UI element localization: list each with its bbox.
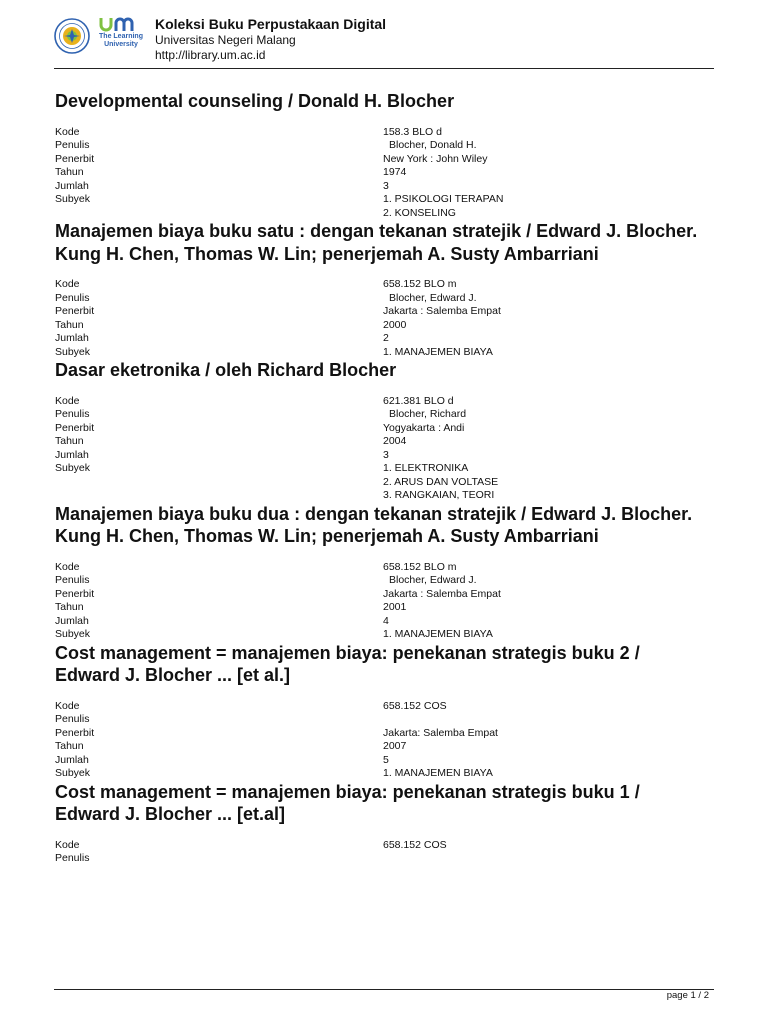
field-value-tahun: 2000 <box>383 318 407 331</box>
field-value-penerbit: Jakarta : Salemba Empat <box>383 305 501 317</box>
field-value-tahun: 2001 <box>383 601 407 613</box>
field-value-subyek: 1. MANAJEMEN BIAYA <box>383 628 493 640</box>
field-row-penerbit <box>55 422 705 436</box>
field-value-subyek: 3. RANGKAIAN, TEORI <box>383 489 495 501</box>
field-label-penerbit: Penerbit <box>55 152 95 165</box>
field-label-subyek: Subyek <box>55 193 91 205</box>
field-value-penerbit: Jakarta: Salemba Empat <box>383 726 498 739</box>
field-row-subyek <box>55 346 705 360</box>
field-value-jumlah: 3 <box>383 179 389 192</box>
field-label-jumlah: Jumlah <box>55 614 89 627</box>
field-row-subyek <box>55 462 705 476</box>
field-row-jumlah <box>55 754 705 768</box>
field-label-tahun: Tahun <box>55 318 84 331</box>
field-row-penulis <box>55 408 705 422</box>
field-row-tahun <box>55 740 705 754</box>
field-label-jumlah: Jumlah <box>55 448 89 461</box>
field-label-penerbit: Penerbit <box>55 587 95 600</box>
field-label-penerbit: Penerbit <box>55 726 95 739</box>
book-fields <box>55 278 705 359</box>
book-title[interactable]: Developmental counseling / Donald H. Blocher <box>55 91 455 111</box>
field-row-kode <box>55 700 705 714</box>
field-row-kode <box>55 839 705 853</box>
university-name: Universitas Negeri Malang <box>155 33 296 47</box>
collection-title: Koleksi Buku Perpustakaan Digital <box>155 16 387 32</box>
book-fields <box>55 395 705 503</box>
field-value-jumlah: 3 <box>383 448 389 461</box>
logo-group <box>54 16 146 56</box>
field-value-jumlah: 5 <box>383 753 389 766</box>
field-value-kode: 658.152 COS <box>383 699 447 712</box>
field-row-penerbit <box>55 588 705 602</box>
field-label-penerbit: Penerbit <box>55 305 95 317</box>
field-label-tahun: Tahun <box>55 435 84 447</box>
book-record <box>55 220 705 359</box>
field-label-tahun: Tahun <box>55 166 84 178</box>
book-title[interactable]: Cost management = manajemen biaya: penekanan strategis buku 1 / Edward J. Blocher ... [et.al] <box>55 781 640 824</box>
book-record <box>55 642 705 781</box>
field-row-jumlah <box>55 449 705 463</box>
field-value-tahun: 1974 <box>383 166 407 178</box>
book-record <box>55 359 705 503</box>
book-fields <box>55 126 705 221</box>
field-label-kode: Kode <box>55 838 80 851</box>
field-label-subyek <box>55 476 383 490</box>
field-value-penulis: Blocher, Donald H. <box>389 139 477 151</box>
field-label-subyek: Subyek <box>55 345 91 358</box>
field-row-kode <box>55 126 705 140</box>
book-record <box>55 781 705 866</box>
book-title[interactable]: Dasar eketronika / oleh Richard Blocher <box>55 360 397 380</box>
field-value-kode: 658.152 BLO m <box>383 560 457 573</box>
field-value-kode: 158.3 BLO d <box>383 125 442 138</box>
header-divider <box>54 68 714 69</box>
field-value-subyek: 1. MANAJEMEN BIAYA <box>383 767 493 779</box>
field-row-subyek <box>55 207 705 221</box>
field-value-penulis: Blocher, Edward J. <box>389 291 477 304</box>
header-text <box>155 15 386 63</box>
field-row-kode <box>55 395 705 409</box>
field-row-penulis <box>55 713 705 727</box>
field-row-penulis <box>55 574 705 588</box>
field-label-penulis: Penulis <box>55 852 90 864</box>
book-fields <box>55 839 705 866</box>
field-row-subyek <box>55 489 705 503</box>
field-row-penulis <box>55 292 705 306</box>
field-value-penerbit: Jakarta : Salemba Empat <box>383 587 501 600</box>
book-fields <box>55 561 705 642</box>
field-label-penulis: Penulis <box>55 574 90 586</box>
field-row-jumlah <box>55 615 705 629</box>
field-label-jumlah: Jumlah <box>55 179 89 192</box>
page-number: page 1 / 2 <box>666 990 709 1001</box>
um-logo-tagline: The Learning University <box>99 33 143 48</box>
field-row-penulis <box>55 852 705 866</box>
field-label-subyek <box>55 207 383 221</box>
field-label-subyek <box>55 489 383 503</box>
field-row-tahun <box>55 435 705 449</box>
field-value-penerbit: New York : John Wiley <box>383 152 488 165</box>
field-value-penulis: Blocher, Edward J. <box>389 574 477 586</box>
field-label-tahun: Tahun <box>55 601 84 613</box>
field-row-penulis <box>55 139 705 153</box>
book-record <box>55 503 705 642</box>
field-row-kode <box>55 278 705 292</box>
field-label-penulis: Penulis <box>55 713 90 725</box>
field-row-kode <box>55 561 705 575</box>
field-value-tahun: 2007 <box>383 740 407 752</box>
field-value-penulis <box>383 852 705 866</box>
field-label-kode: Kode <box>55 394 80 407</box>
field-label-subyek: Subyek <box>55 767 91 779</box>
document-header <box>54 14 714 68</box>
field-label-kode: Kode <box>55 125 80 138</box>
book-title[interactable]: Manajemen biaya buku satu : dengan tekanan stratejik / Edward J. Blocher. Kung H. Chen, Thomas W. Lin; penerjemah A. Susty Ambarriani <box>55 221 698 264</box>
field-label-penulis: Penulis <box>55 408 90 420</box>
book-title[interactable]: Cost management = manajemen biaya: penekanan strategis buku 2 / Edward J. Blocher ... [et al.] <box>55 642 640 685</box>
um-logo <box>96 16 146 56</box>
book-title[interactable]: Manajemen biaya buku dua : dengan tekanan stratejik / Edward J. Blocher. Kung H. Chen, Thomas W. Lin; penerjemah A. Susty Ambarriani <box>55 503 693 546</box>
field-value-subyek: 1. ELEKTRONIKA <box>383 462 469 474</box>
field-value-penerbit: Yogyakarta : Andi <box>383 421 465 434</box>
footer-divider <box>54 989 714 990</box>
field-value-kode: 621.381 BLO d <box>383 394 454 407</box>
field-value-subyek: 1. MANAJEMEN BIAYA <box>383 345 493 358</box>
field-value-subyek: 2. ARUS DAN VOLTASE <box>383 475 499 488</box>
field-label-subyek: Subyek <box>55 462 91 474</box>
field-value-jumlah: 2 <box>383 332 389 344</box>
field-row-jumlah <box>55 180 705 194</box>
field-label-tahun: Tahun <box>55 740 84 752</box>
field-row-penerbit <box>55 305 705 319</box>
field-row-tahun <box>55 601 705 615</box>
field-row-tahun <box>55 166 705 180</box>
field-label-penulis: Penulis <box>55 291 90 304</box>
field-label-kode: Kode <box>55 278 80 290</box>
field-label-kode: Kode <box>55 560 80 573</box>
book-record <box>55 90 705 220</box>
field-value-penulis <box>383 713 705 727</box>
field-row-subyek <box>55 476 705 490</box>
field-row-subyek <box>55 628 705 642</box>
field-row-penerbit <box>55 153 705 167</box>
university-seal-icon <box>54 18 90 54</box>
field-row-tahun <box>55 319 705 333</box>
field-label-penulis: Penulis <box>55 139 90 151</box>
field-label-jumlah: Jumlah <box>55 753 89 766</box>
field-value-subyek: 1. PSIKOLOGI TERAPAN <box>383 193 504 205</box>
field-row-jumlah <box>55 332 705 346</box>
library-url[interactable]: http://library.um.ac.id <box>155 48 266 62</box>
field-label-jumlah: Jumlah <box>55 332 89 344</box>
field-row-penerbit <box>55 727 705 741</box>
field-label-penerbit: Penerbit <box>55 421 95 434</box>
field-label-subyek: Subyek <box>55 628 91 640</box>
field-value-tahun: 2004 <box>383 435 407 447</box>
record-list <box>55 90 705 866</box>
field-row-subyek <box>55 767 705 781</box>
book-fields <box>55 700 705 781</box>
field-row-subyek <box>55 193 705 207</box>
um-logo-mark-icon <box>98 16 142 32</box>
field-value-penulis: Blocher, Richard <box>389 408 467 420</box>
field-label-kode: Kode <box>55 699 80 712</box>
field-value-jumlah: 4 <box>383 614 389 627</box>
field-value-subyek: 2. KONSELING <box>383 206 456 219</box>
field-value-kode: 658.152 BLO m <box>383 278 457 290</box>
field-value-kode: 658.152 COS <box>383 838 447 851</box>
